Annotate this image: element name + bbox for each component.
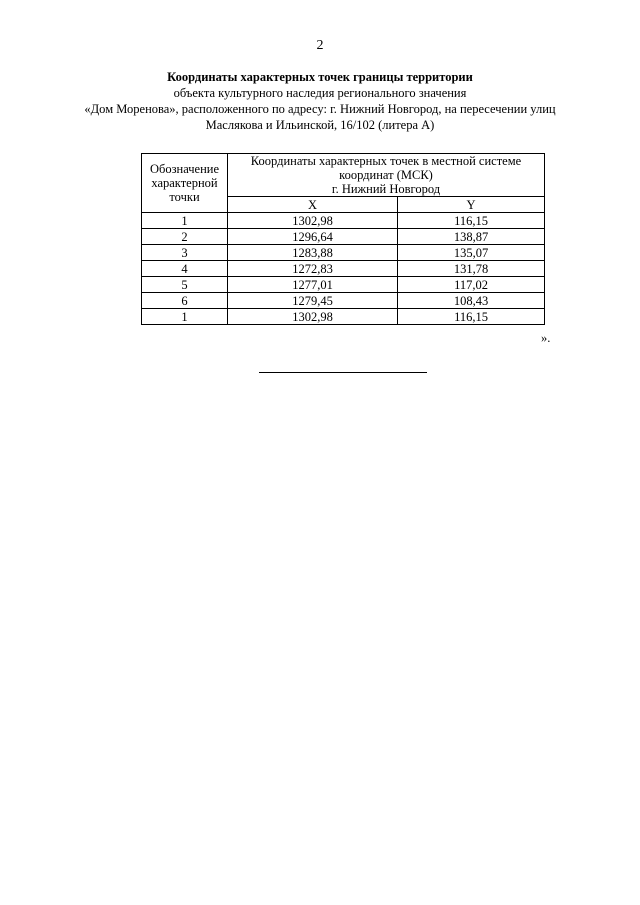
cell-point: 4 — [142, 261, 228, 277]
cell-y: 116,15 — [398, 309, 545, 325]
table-row — [142, 277, 545, 293]
cell-x: 1279,45 — [228, 293, 398, 309]
header-y: Y — [398, 197, 545, 213]
cell-point: 3 — [142, 245, 228, 261]
cell-y: 116,15 — [398, 213, 545, 229]
header-coordinate-system — [228, 154, 545, 197]
header-system-line-3: г. Нижний Новгород — [331, 182, 441, 196]
cell-x: 1302,98 — [228, 309, 398, 325]
end-of-document-line — [259, 372, 427, 373]
table-row — [142, 293, 545, 309]
cell-x: 1283,88 — [228, 245, 398, 261]
cell-point: 5 — [142, 277, 228, 293]
cell-x: 1302,98 — [228, 213, 398, 229]
cell-point: 6 — [142, 293, 228, 309]
cell-point: 2 — [142, 229, 228, 245]
header-x: X — [228, 197, 398, 213]
cell-y: 135,07 — [398, 245, 545, 261]
cell-y: 117,02 — [398, 277, 545, 293]
cell-y: 108,43 — [398, 293, 545, 309]
cell-y: 131,78 — [398, 261, 545, 277]
table-header-row — [142, 154, 545, 197]
heading-line-2: объекта культурного наследия регионального значения — [173, 86, 467, 100]
heading-line-4: Маслякова и Ильинской, 16/102 (литера А) — [205, 118, 435, 132]
cell-y: 138,87 — [398, 229, 545, 245]
cell-point: 1 — [142, 213, 228, 229]
cell-x: 1277,01 — [228, 277, 398, 293]
table-row — [142, 213, 545, 229]
cell-x: 1272,83 — [228, 261, 398, 277]
document-heading — [40, 69, 600, 133]
closing-quote: ». — [541, 331, 551, 345]
table-row — [142, 229, 545, 245]
table-row — [142, 261, 545, 277]
coordinates-table — [141, 153, 545, 325]
cell-point: 1 — [142, 309, 228, 325]
heading-title: Координаты характерных точек границы территории — [167, 70, 473, 84]
cell-x: 1296,64 — [228, 229, 398, 245]
header-system-line-1: Координаты характерных точек в местной системе — [250, 154, 522, 168]
header-point-designation: Обозначение характерной точки — [142, 154, 228, 213]
page-number: 2 — [316, 38, 324, 53]
header-system-line-2: координат (МСК) — [339, 168, 433, 182]
table-row — [142, 309, 545, 325]
table-row — [142, 245, 545, 261]
heading-line-3: «Дом Моренова», расположенного по адресу: г. Нижний Новгород, на пересечении улиц — [84, 102, 556, 116]
